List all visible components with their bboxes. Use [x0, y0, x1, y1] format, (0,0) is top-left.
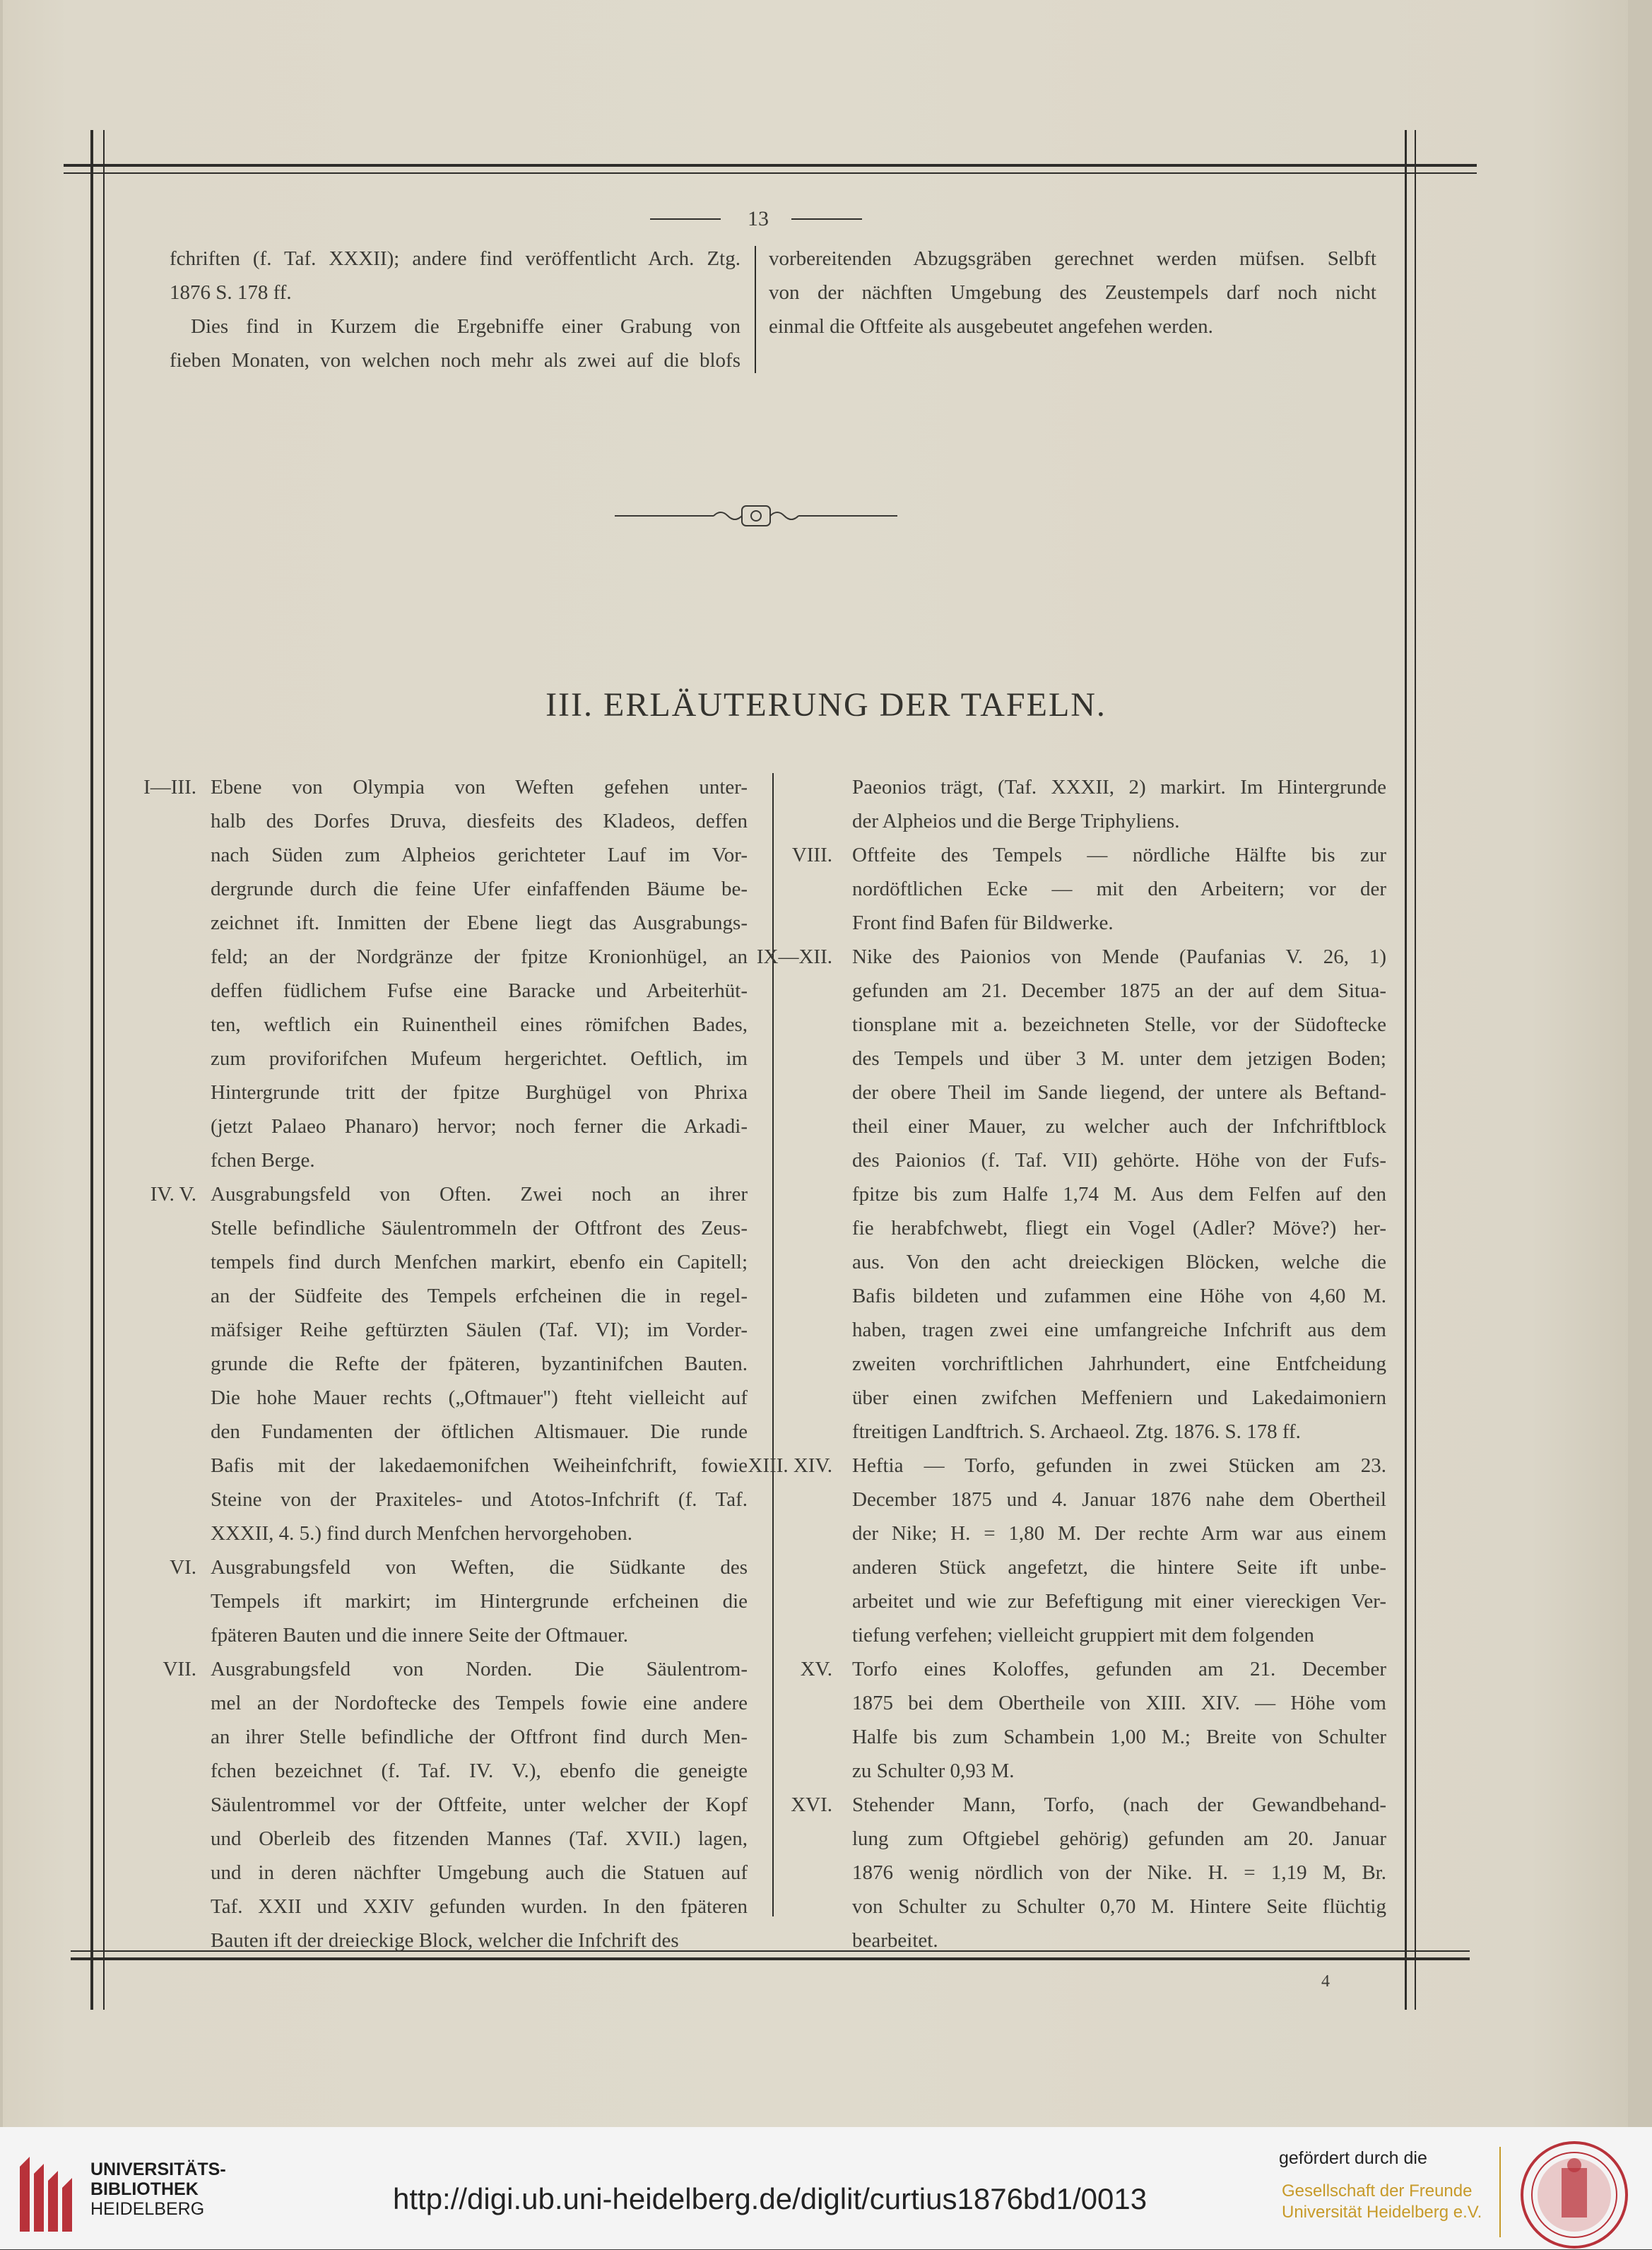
- sponsor-label: gefördert durch die: [1279, 2148, 1427, 2168]
- sponsor-divider: [1499, 2147, 1501, 2237]
- text-line: der obere Theil im Sande liegend, der untere als Beftand-: [852, 1081, 1386, 1104]
- text-line: der Alpheios und die Berge Triphyliens.: [852, 810, 1180, 832]
- text-line: Oftfeite des Tempels — nördliche Hälfte bis zur: [852, 844, 1386, 866]
- text-line: der Nike; H. = 1,80 M. Der rechte Arm war aus einem: [852, 1522, 1386, 1545]
- text-line: Bafis bildeten und zufammen eine Höhe von 4,60 M.: [852, 1285, 1386, 1307]
- text-line: anderen Stück angefetzt, die hintere Seite ift unbe-: [852, 1556, 1386, 1579]
- frame-bottom-line-2: [71, 1957, 1470, 1960]
- text-line: 1876 wenig nördlich von der Nike. H. = 1,19 M, Br.: [852, 1861, 1386, 1884]
- plate-number: VII.: [163, 1658, 196, 1680]
- plate-number: XVI.: [791, 1793, 832, 1816]
- text-line: Paeonios trägt, (Taf. XXXII, 2) markirt. Im Hintergrunde: [852, 776, 1386, 799]
- library-name-line2: BIBLIOTHEK: [90, 2179, 199, 2199]
- text-line: mäfsiger Reihe geftürzten Säulen (Taf. VI); im Vorder-: [211, 1319, 748, 1341]
- text-line: des Paionios (f. Taf. VII) gehörte. Höhe von der Fufs-: [852, 1149, 1386, 1172]
- text-line: Ausgrabungsfeld von Norden. Die Säulentrom-: [211, 1658, 748, 1680]
- text-line: und in deren nächfter Umgebung auch die Statuen auf: [211, 1861, 748, 1884]
- text-line: deffen füdlichem Fufse eine Baracke und Arbeiterhüt-: [211, 979, 748, 1002]
- text-line: Heftia — Torfo, gefunden in zwei Stücken am 23.: [852, 1454, 1386, 1477]
- library-name-line1: UNIVERSITÄTS-: [90, 2160, 226, 2179]
- frame-top-line: [64, 164, 1477, 167]
- text-line: Front find Bafen für Bildwerke.: [852, 912, 1114, 934]
- text-line: Bafis mit der lakedaemonifchen Weiheinfchrift, fowie: [211, 1454, 748, 1477]
- text-line: nach Süden zum Alpheios gerichteter Lauf im Vor-: [211, 844, 748, 866]
- text-line: fpäteren Bauten und die innere Seite der Oftmauer.: [211, 1624, 629, 1647]
- text-line: tionsplane mit a. bezeichneten Stelle, vor der Südoftecke: [852, 1013, 1386, 1036]
- sponsor-name-line2: Universität Heidelberg e.V.: [1282, 2203, 1482, 2222]
- text-line: an ihrer Stelle befindliche der Oftfront find durch Men-: [211, 1726, 748, 1748]
- text-line: XXXII, 4. 5.) find durch Menfchen hervorgehoben.: [211, 1522, 633, 1545]
- text-line: arbeitet und wie zur Befeftigung mit einer viereckigen Ver-: [852, 1590, 1386, 1613]
- text-line: bearbeitet.: [852, 1929, 938, 1952]
- text-line: Ebene von Olympia von Weften gefehen unter-: [211, 776, 748, 799]
- top-left-line: 1876 S. 178 ff.: [170, 281, 292, 304]
- top-left-line: fieben Monaten, von welchen noch mehr als zwei auf die blofs: [170, 349, 741, 372]
- text-line: (jetzt Palaeo Phanaro) hervor; noch ferner die Arkadi-: [211, 1115, 748, 1138]
- permalink-url[interactable]: http://digi.ub.uni-heidelberg.de/diglit/curtius1876bd1/0013: [393, 2182, 1147, 2215]
- ornament-divider: [608, 495, 904, 537]
- text-line: von Schulter zu Schulter 0,70 M. Hintere Seite flüchtig: [852, 1895, 1386, 1918]
- text-line: zweiten vorchriftlichen Jahrhundert, eine Entfcheidung: [852, 1353, 1386, 1375]
- plate-number: I—III.: [143, 776, 196, 799]
- plate-number: IX—XII.: [756, 946, 832, 968]
- text-line: zeichnet ift. Inmitten der Ebene liegt das Ausgrabungs-: [211, 912, 748, 934]
- section-title: III. ERLÄUTERUNG DER TAFELN.: [545, 686, 1107, 724]
- text-line: Bauten ift der dreieckige Block, welcher die Infchrift des: [211, 1929, 679, 1952]
- text-line: an der Südfeite des Tempels erfcheinen die in regel-: [211, 1285, 748, 1307]
- library-name: [90, 2160, 226, 2219]
- top-left-line: fchriften (f. Taf. XXXII); andere find veröffentlicht Arch. Ztg.: [170, 247, 741, 270]
- page-number-rule-right: [791, 218, 862, 220]
- text-line: feld; an der Nordgränze der fpitze Kronionhügel, an: [211, 946, 748, 968]
- plate-number: VIII.: [791, 844, 832, 866]
- page-number-top: 13: [748, 207, 769, 230]
- frame-right-line: [1405, 130, 1407, 2010]
- text-line: Hintergrunde tritt der fpitze Burghügel von Phrixa: [211, 1081, 748, 1104]
- text-line: Halfe bis zum Schambein 1,00 M.; Breite von Schulter: [852, 1726, 1386, 1748]
- text-line: haben, tragen zwei eine umfangreiche Infchrift aus dem: [852, 1319, 1386, 1341]
- text-line: den Fundamenten der öftlichen Altismauer. Die runde: [211, 1420, 748, 1443]
- sponsor-name: [1282, 2181, 1482, 2223]
- plate-number: XV.: [800, 1658, 832, 1680]
- text-line: zum proviforifchen Mufeum hergerichtet. Oeftlich, im: [211, 1047, 748, 1070]
- sponsor-name-line1: Gesellschaft der Freunde: [1282, 2181, 1473, 2201]
- library-logo-icon: [20, 2152, 75, 2236]
- text-line: Tempels ift markirt; im Hintergrunde erfcheinen die: [211, 1590, 748, 1613]
- text-line: gefunden am 21. December 1875 an der auf dem Situa-: [852, 979, 1386, 1002]
- text-line: Ausgrabungsfeld von Weften, die Südkante des: [211, 1556, 748, 1579]
- page-number-bottom: 4: [1321, 1972, 1330, 1991]
- text-line: Die hohe Mauer rechts („Oftmauer") fteht vielleicht auf: [211, 1386, 748, 1409]
- text-line: über einen zwifchen Meffeniern und Lakedaimoniern: [852, 1386, 1386, 1409]
- text-line: fie herabfchwebt, fliegt ein Vogel (Adler? Möve?) her-: [852, 1217, 1386, 1239]
- text-line: theil einer Mauer, zu welcher auch der Infchriftblock: [852, 1115, 1386, 1138]
- text-line: und Oberleib des fitzenden Mannes (Taf. XVII.) lagen,: [211, 1827, 748, 1850]
- text-line: des Tempels und über 3 M. unter dem jetzigen Boden;: [852, 1047, 1386, 1070]
- university-seal-icon: [1519, 2140, 1629, 2250]
- top-right-line: vorbereitenden Abzugsgräben gerechnet werden müfsen. Selbft: [769, 247, 1376, 270]
- top-left-line: Dies find in Kurzem die Ergebniffe einer Grabung von: [191, 315, 741, 338]
- text-line: tempels find durch Menfchen markirt, ebenfo ein Capitell;: [211, 1251, 748, 1273]
- text-line: fpitze bis zum Halfe 1,74 M. Aus dem Felfen auf den: [852, 1183, 1386, 1206]
- text-line: Nike des Paionios von Mende (Paufanias V. 26, 1): [852, 946, 1386, 968]
- frame-left-line-2: [103, 130, 105, 2010]
- text-line: lung zum Oftgiebel gehörig) gefunden am 20. Januar: [852, 1827, 1386, 1850]
- text-line: dergrunde durch die feine Ufer einfaffenden Bäume be-: [211, 878, 748, 900]
- text-line: 1875 bei dem Obertheile von XIII. XIV. — Höhe vom: [852, 1692, 1386, 1714]
- frame-left-line: [90, 130, 93, 2010]
- text-line: Säulentrommel vor der Oftfeite, unter welcher der Kopf: [211, 1793, 748, 1816]
- frame-top-line-2: [64, 172, 1477, 174]
- text-line: tiefung verfehen; vielleicht gruppiert mit dem folgenden: [852, 1624, 1314, 1647]
- top-right-line: einmal die Oftfeite als ausgebeutet angefehen werden.: [769, 315, 1213, 338]
- library-name-line3: HEIDELBERG: [90, 2199, 205, 2219]
- text-line: December 1875 und 4. Januar 1876 nahe dem Obertheil: [852, 1488, 1386, 1511]
- text-line: ftreitigen Landftrich. S. Archaeol. Ztg. 1876. S. 178 ff.: [852, 1420, 1301, 1443]
- text-line: fchen Berge.: [211, 1149, 315, 1172]
- text-line: Taf. XXII und XXIV gefunden wurden. In den fpäteren: [211, 1895, 748, 1918]
- text-line: ten, weftlich ein Ruinentheil eines römifchen Bades,: [211, 1013, 748, 1036]
- text-line: aus. Von den acht dreieckigen Blöcken, welche die: [852, 1251, 1386, 1273]
- text-line: Torfo eines Koloffes, gefunden am 21. December: [852, 1658, 1386, 1680]
- top-column-divider: [755, 246, 756, 373]
- text-line: Ausgrabungsfeld von Often. Zwei noch an ihrer: [211, 1183, 748, 1206]
- plate-number: IV. V.: [150, 1183, 196, 1206]
- frame-right-line-2: [1415, 130, 1416, 2010]
- text-line: Stehender Mann, Torfo, (nach der Gewandbehand-: [852, 1793, 1386, 1816]
- plate-number: XIII. XIV.: [748, 1454, 832, 1477]
- footer-bar: [0, 2127, 1652, 2249]
- text-line: nordöftlichen Ecke — mit den Arbeitern; vor der: [852, 878, 1386, 900]
- top-right-line: von der nächften Umgebung des Zeustempels darf noch nicht: [769, 281, 1376, 304]
- text-line: fchen bezeichnet (f. Taf. IV. V.), ebenfo die geneigte: [211, 1760, 748, 1782]
- text-line: grunde die Refte der fpäteren, byzantinifchen Bauten.: [211, 1353, 748, 1375]
- text-line: zu Schulter 0,93 M.: [852, 1760, 1015, 1782]
- text-line: halb des Dorfes Druva, diesfeits des Kladeos, deffen: [211, 810, 748, 832]
- page-number-rule-left: [650, 218, 721, 220]
- plate-number: VI.: [170, 1556, 196, 1579]
- text-line: Steine von der Praxiteles- und Atotos-Infchrift (f. Taf.: [211, 1488, 748, 1511]
- text-line: mel an der Nordoftecke des Tempels fowie eine andere: [211, 1692, 748, 1714]
- text-line: Stelle befindliche Säulentrommeln der Oftfront des Zeus-: [211, 1217, 748, 1239]
